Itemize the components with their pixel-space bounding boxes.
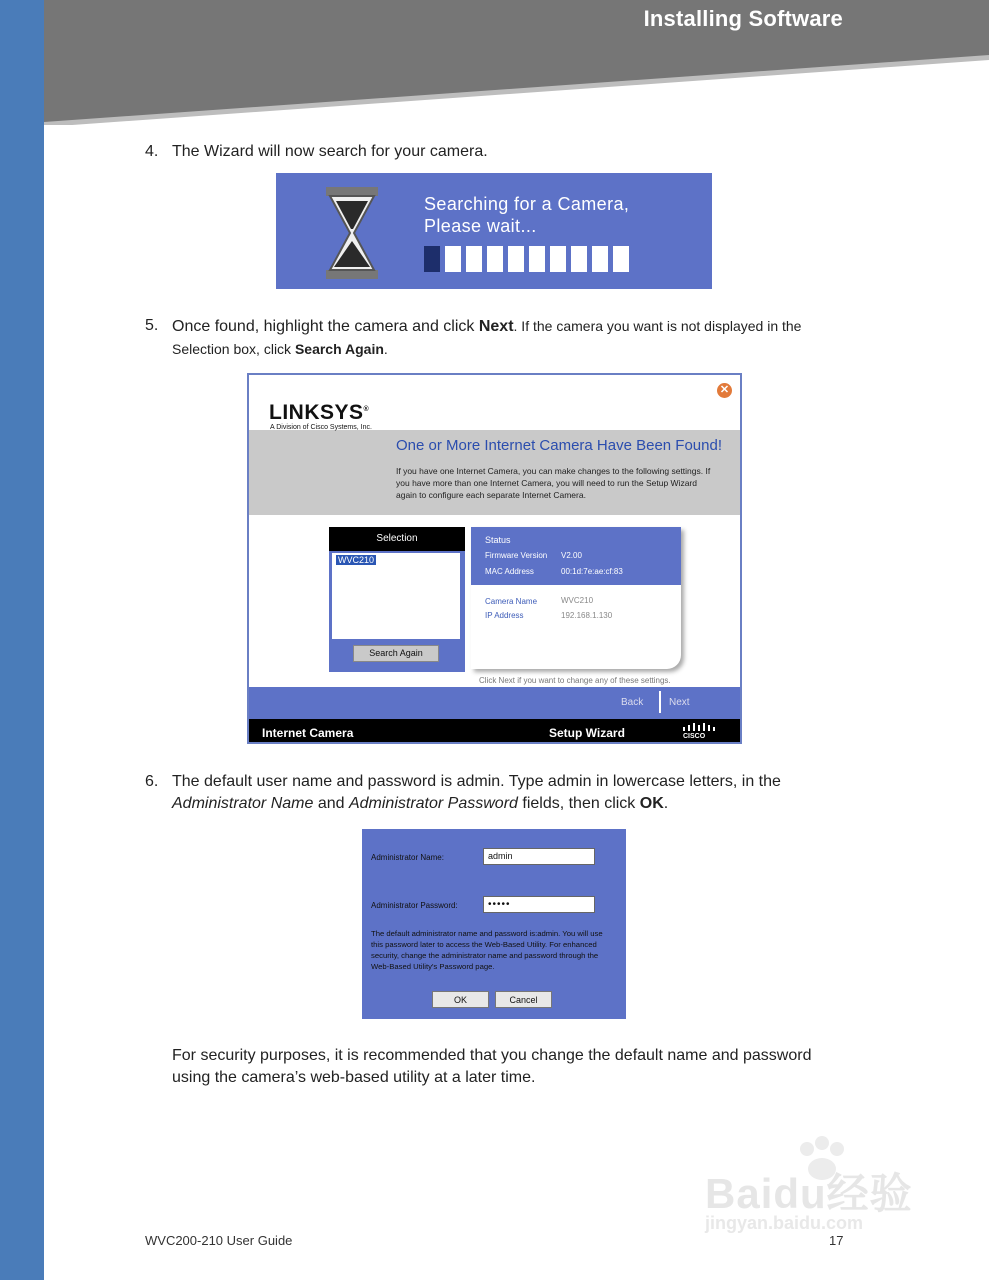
admin-name-field[interactable]: admin (483, 848, 595, 865)
mac-value: 00:1d:7e:ae:cf:83 (561, 567, 623, 576)
step-4 (145, 141, 488, 163)
wizard-footer (249, 719, 740, 744)
camera-name-label: Camera Name (485, 597, 538, 606)
search-again-button[interactable]: Search Again (353, 645, 439, 662)
step-text: Once found, highlight the camera and click (172, 318, 479, 335)
progress-block (613, 246, 629, 272)
admin-password-field[interactable]: ••••• (483, 896, 595, 913)
header-band (44, 0, 989, 125)
admin-name-label: Administrator Name: (371, 853, 444, 862)
cisco-bars-icon (681, 723, 717, 733)
search-line-1: Searching for a Camera, (424, 194, 630, 214)
selection-panel (329, 527, 465, 672)
admin-name-term: Administrator Name (172, 795, 314, 812)
setup-wizard-window (247, 373, 742, 744)
footer-product: Internet Camera (262, 726, 354, 740)
step-rest: fields, then click (517, 795, 640, 812)
wizard-footnote: Click Next if you want to change any of these settings. (479, 676, 671, 685)
wizard-nav (249, 687, 740, 719)
ip-label: IP Address (485, 611, 524, 620)
cisco-logo: CISCO (683, 733, 706, 740)
progress-block (592, 246, 608, 272)
search-line-2: Please wait... (424, 216, 537, 236)
page-number: 17 (829, 1233, 844, 1248)
step-text: The Wizard will now search for your camera. (172, 143, 488, 160)
status-label: Status (485, 535, 511, 545)
mac-label: MAC Address (485, 567, 534, 576)
search-again-emphasis: Search Again (294, 341, 384, 357)
admin-password-label: Administrator Password: (371, 901, 458, 910)
page-title: Installing Software (643, 6, 843, 31)
cancel-button[interactable]: Cancel (495, 991, 552, 1008)
step-end: . (663, 795, 669, 812)
ip-value: 192.168.1.130 (561, 611, 613, 620)
progress-block (445, 246, 461, 272)
step-text: The default user name and password is admin. Type admin in lowercase letters, in the (172, 773, 781, 790)
wizard-intro: If you have one Internet Camera, you can make changes to the following settings. If you have more than one Internet Camera, you will need to run the Setup Wizard again to configure each separate Internet Camera. (396, 466, 711, 500)
progress-block (550, 246, 566, 272)
linksys-logo (269, 401, 369, 425)
ok-emphasis: OK (639, 795, 664, 812)
step-6 (145, 771, 781, 812)
progress-block (424, 246, 440, 272)
step-text-small: . If the camera you want is not displayed in the Selection box, click (172, 318, 802, 357)
ok-button[interactable]: OK (432, 991, 489, 1008)
progress-block (529, 246, 545, 272)
footer-wizard: Setup Wizard (549, 726, 625, 740)
admin-password-term: Administrator Password (348, 795, 518, 812)
step-number: 4. (145, 143, 159, 160)
watermark-url: jingyan.baidu.com (705, 1213, 864, 1233)
progress-block (508, 246, 524, 272)
step-end: . (383, 341, 388, 357)
next-emphasis: Next (478, 318, 514, 335)
footer-guide: WVC200-210 User Guide (145, 1233, 293, 1248)
logo-subtitle: A Division of Cisco Systems, Inc. (270, 424, 372, 431)
status-panel (471, 527, 681, 669)
next-button[interactable]: Next (669, 697, 690, 708)
wizard-heading: One or More Internet Camera Have Been Found! (396, 437, 723, 454)
firmware-value: V2.00 (561, 551, 582, 560)
logo-mark: ® (363, 406, 370, 413)
step-5 (145, 315, 802, 357)
security-note: For security purposes, it is recommended that you change the default name and password using the camera’s web-based utility at a later time. (172, 1047, 812, 1086)
selection-header: Selection (329, 527, 465, 551)
baidu-watermark (700, 1135, 940, 1245)
hourglass-icon (322, 185, 382, 281)
camera-name-value: WVC210 (561, 596, 594, 605)
progress-block (571, 246, 587, 272)
status-header (471, 527, 681, 585)
progress-block (487, 246, 503, 272)
nav-divider (659, 691, 661, 713)
camera-list[interactable] (332, 553, 460, 639)
step-number: 6. (145, 773, 159, 790)
watermark-brand: Baidu经验 (705, 1170, 913, 1217)
login-dialog (362, 829, 626, 1019)
list-item[interactable]: WVC210 (338, 555, 375, 565)
back-button[interactable]: Back (621, 697, 644, 708)
logo-text: LINKSYS (269, 401, 364, 424)
step-and: and (313, 795, 349, 812)
close-button[interactable]: ✕ (717, 383, 732, 398)
progress-block (466, 246, 482, 272)
step-number: 5. (145, 317, 159, 334)
login-note: The default administrator name and password is:admin. You will use this password later to access the Web-Based Utility. For enhanced security, change the administrator name and password through the Web-Based Utility's Password page. (371, 929, 603, 971)
searching-panel (276, 173, 712, 289)
firmware-label: Firmware Version (485, 551, 548, 560)
sidebar-strip (0, 0, 44, 1280)
progress-bar (424, 246, 629, 272)
